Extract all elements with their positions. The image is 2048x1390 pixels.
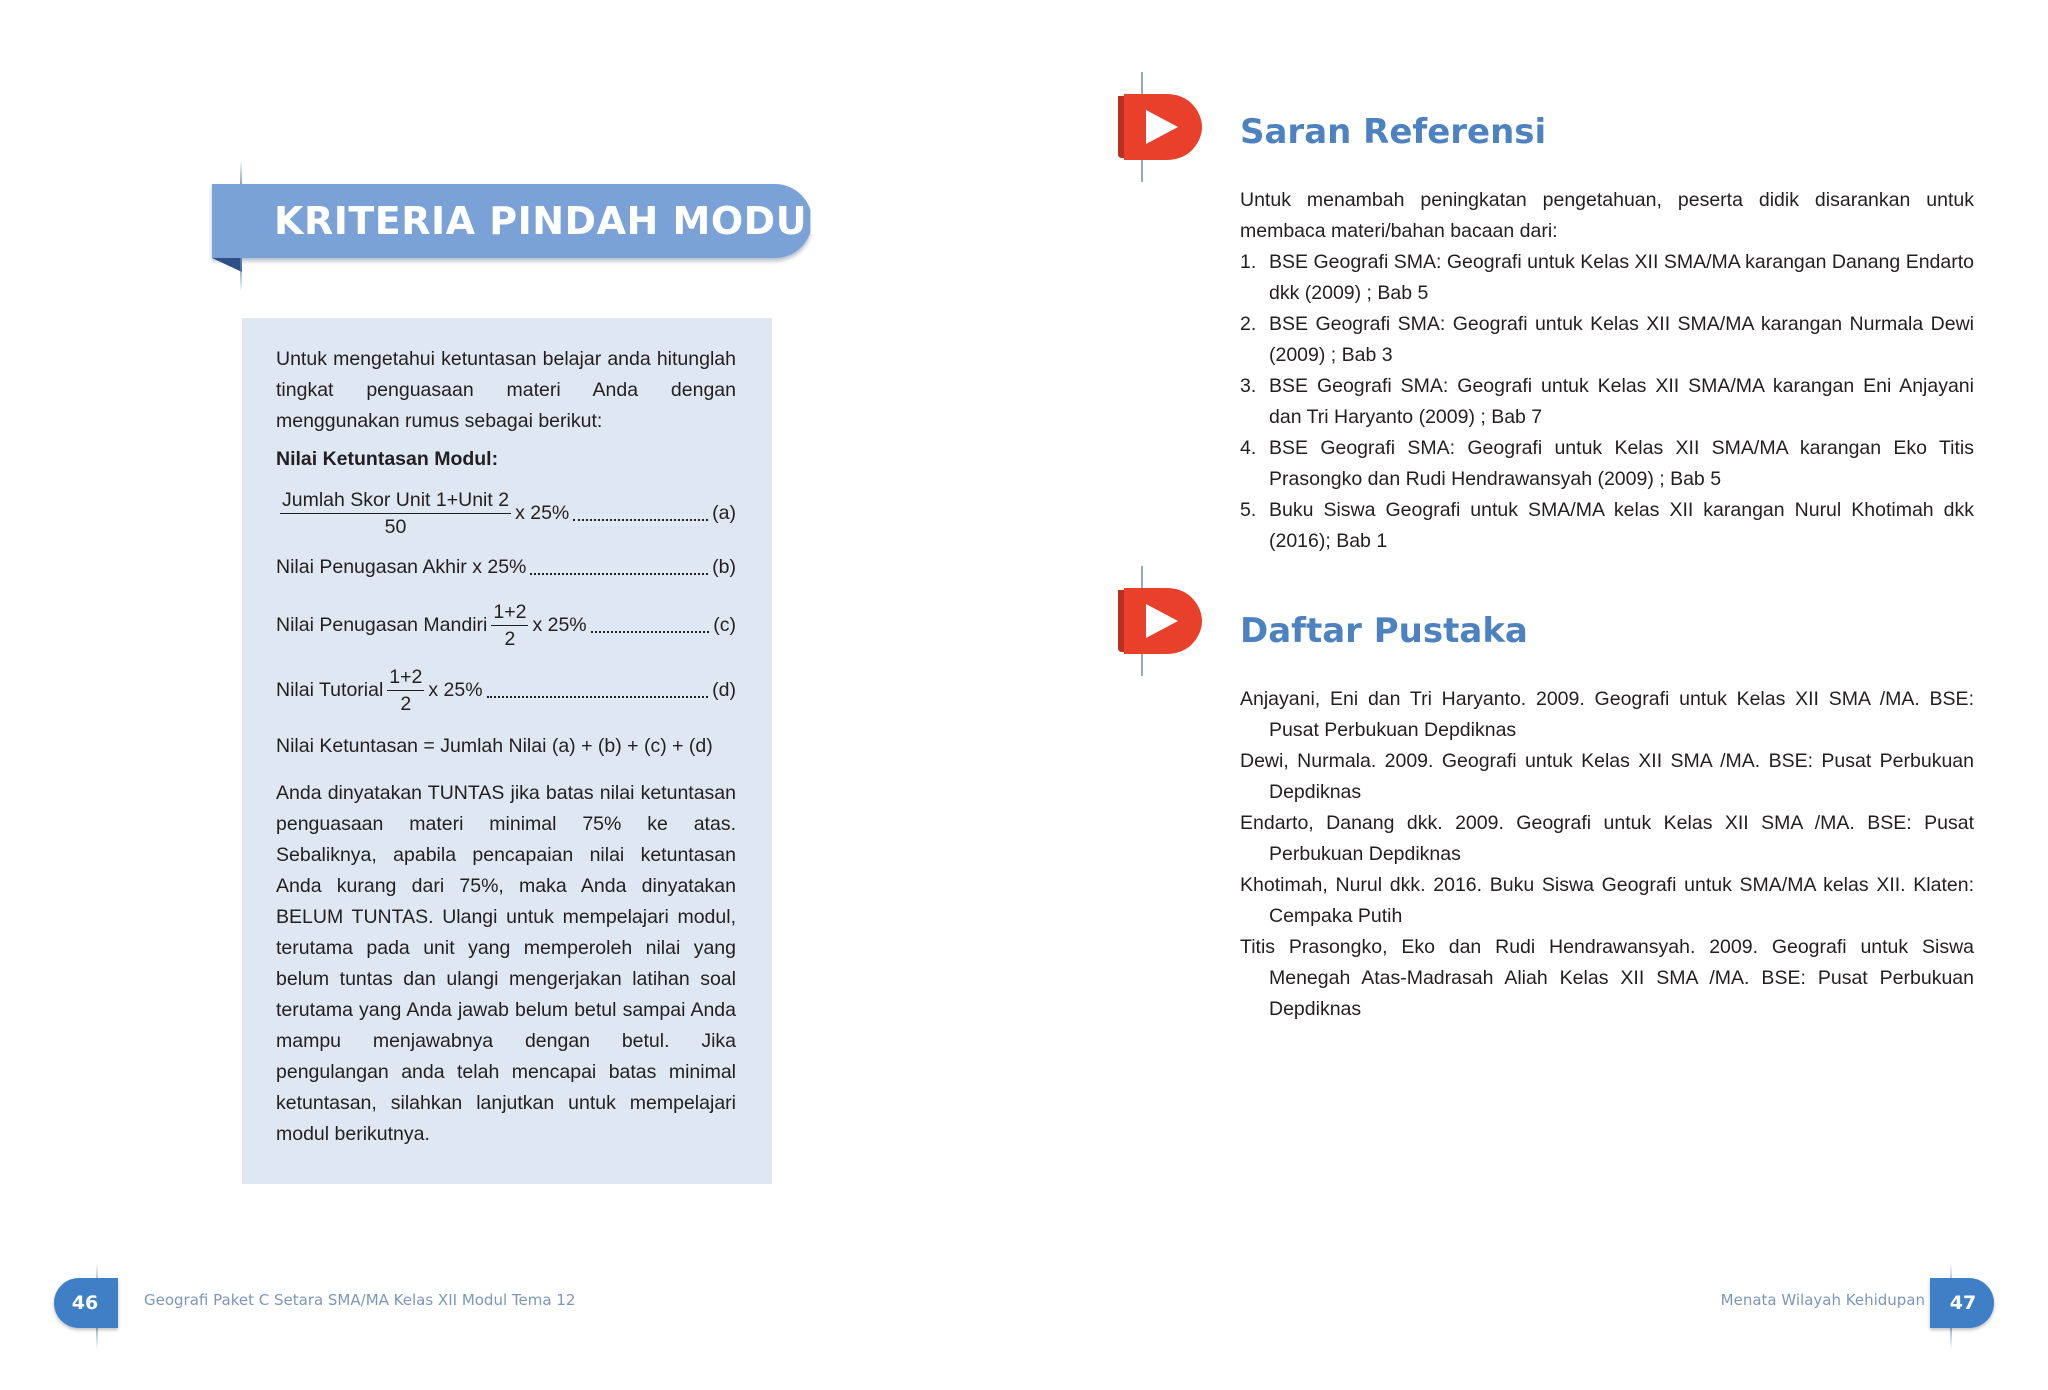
dot-leader [573,517,708,521]
dot-leader [487,694,709,698]
dot-leader [530,571,708,575]
right-page [1024,0,2048,1390]
formula-tag: (b) [712,556,736,578]
list-text: Buku Siswa Geografi untuk SMA/MA kelas XII karangan Nurul Khotimah dkk (2016); Bab 1 [1269,499,1974,552]
saran-intro: Untuk menambah peningkatan pengetahuan, peserta didik disarankan untuk membaca materi/bahan bacaan dari: [1240,189,1974,242]
fraction-denominator: 2 [504,628,516,650]
page-number: 47 [1949,1292,1977,1314]
page-title: KRITERIA PINDAH MODUL [274,199,832,243]
list-number: 4. [1240,437,1257,459]
formula-multiplier: x 25% [515,502,570,524]
footer-text: Menata Wilayah Kehidupan [1720,1291,1925,1309]
criteria-body: Anda dinyatakan TUNTAS jika batas nilai ketuntasan penguasaan materi minimal 75% ke atas. Sebaliknya, apabila pencapaian nilai ketuntasan Anda kurang dari 75%, maka Anda dinyatakan BELUM TUNTAS. Ulangi untuk mempelajari modul, terutama pada unit yang memperoleh nilai yang belum tuntas dan ulangi mengerjakan latihan soal terutama yang Anda jawab belum betul sampai Anda mampu menjawabnya dengan betul. Jika pengulangan anda telah mencapai batas minimal ketuntasan, silahkan lanjutkan untuk mempelajari modul berikutnya. [276,782,736,1145]
list-text: BSE Geografi SMA: Geografi untuk Kelas XII SMA/MA karangan Danang Endarto dkk (2009) ; Bab 5 [1269,251,1974,304]
criteria-heading: Nilai Ketuntasan Modul: [276,448,499,470]
criteria-content [276,344,736,1150]
list-text: BSE Geografi SMA: Geografi untuk Kelas XII SMA/MA karangan Eni Anjayani dan Tri Haryanto (2009) ; Bab 7 [1269,375,1974,428]
formula-tag: (a) [712,502,736,524]
list-item [1240,495,1974,557]
list-number: 1. [1240,251,1257,273]
formula-d [276,664,736,717]
fraction [387,664,424,717]
formula-a [276,487,736,540]
pustaka-block [1240,684,1974,1025]
formula-multiplier: x 25% [428,679,483,701]
play-icon [1118,72,1208,182]
criteria-intro: Untuk mengetahui ketuntasan belajar anda hitunglah tingkat penguasaan materi Anda dengan menggunakan rumus sebagai berikut: [276,348,736,432]
criteria-box [242,318,772,1184]
fraction-denominator: 2 [400,693,412,715]
list-text: BSE Geografi SMA: Geografi untuk Kelas XII SMA/MA karangan Nurmala Dewi (2009) ; Bab 3 [1269,313,1974,366]
fraction-numerator: Jumlah Skor Unit 1+Unit 2 [280,487,511,514]
bibliography-entry: Endarto, Danang dkk. 2009. Geografi untuk Kelas XII SMA /MA. BSE: Pusat Perbukuan Depdiknas [1240,812,1974,865]
fraction [491,599,528,652]
reference-list [1240,247,1974,557]
bibliography-entry: Dewi, Nurmala. 2009. Geografi untuk Kelas XII SMA /MA. BSE: Pusat Perbukuan Depdiknas [1240,750,1974,803]
formula-b [276,552,736,583]
ribbon-spike [240,258,242,292]
footer-text: Geografi Paket C Setara SMA/MA Kelas XII Modul Tema 12 [144,1291,576,1309]
play-icon [1118,566,1208,676]
saran-heading: Saran Referensi [1240,112,1547,152]
dot-leader [591,629,710,633]
formula-label: Nilai Penugasan Mandiri [276,614,488,636]
formula-multiplier: x 25% [532,614,587,636]
saran-block [1240,185,1974,557]
section-ribbon [212,184,832,258]
formula-label: Nilai Penugasan Akhir x 25% [276,556,527,578]
formula-label: Nilai Tutorial [276,679,384,701]
fraction [280,487,511,540]
ribbon-spike [240,160,242,184]
bibliography-entry: Titis Prasongko, Eko dan Rudi Hendrawansyah. 2009. Geografi untuk Siswa Menegah Atas-Madrasah Aliah Kelas XII SMA /MA. BSE: Pusat Perbukuan Depdiknas [1240,936,1974,1020]
list-item [1240,309,1974,371]
list-number: 5. [1240,499,1257,521]
total-formula: Nilai Ketuntasan = Jumlah Nilai (a) + (b) + (c) + (d) [276,735,713,757]
bibliography-entry: Khotimah, Nurul dkk. 2016. Buku Siswa Geografi untuk SMA/MA kelas XII. Klaten: Cempaka Putih [1240,874,1974,927]
list-number: 3. [1240,375,1257,397]
formula-tag: (c) [713,614,736,636]
formula-c [276,599,736,652]
bibliography-entry: Anjayani, Eni dan Tri Haryanto. 2009. Geografi untuk Kelas XII SMA /MA. BSE: Pusat Perbukuan Depdiknas [1240,688,1974,741]
list-item [1240,433,1974,495]
pustaka-heading: Daftar Pustaka [1240,611,1528,651]
fraction-denominator: 50 [384,516,407,538]
page-number: 46 [71,1292,99,1314]
fraction-numerator: 1+2 [387,664,424,691]
list-item [1240,371,1974,433]
list-number: 2. [1240,313,1257,335]
list-text: BSE Geografi SMA: Geografi untuk Kelas XII SMA/MA karangan Eko Titis Prasongko dan Rudi Hendrawansyah (2009) ; Bab 5 [1269,437,1974,490]
formula-tag: (d) [712,679,736,701]
list-item [1240,247,1974,309]
ribbon-fold [212,258,242,272]
fraction-numerator: 1+2 [491,599,528,626]
